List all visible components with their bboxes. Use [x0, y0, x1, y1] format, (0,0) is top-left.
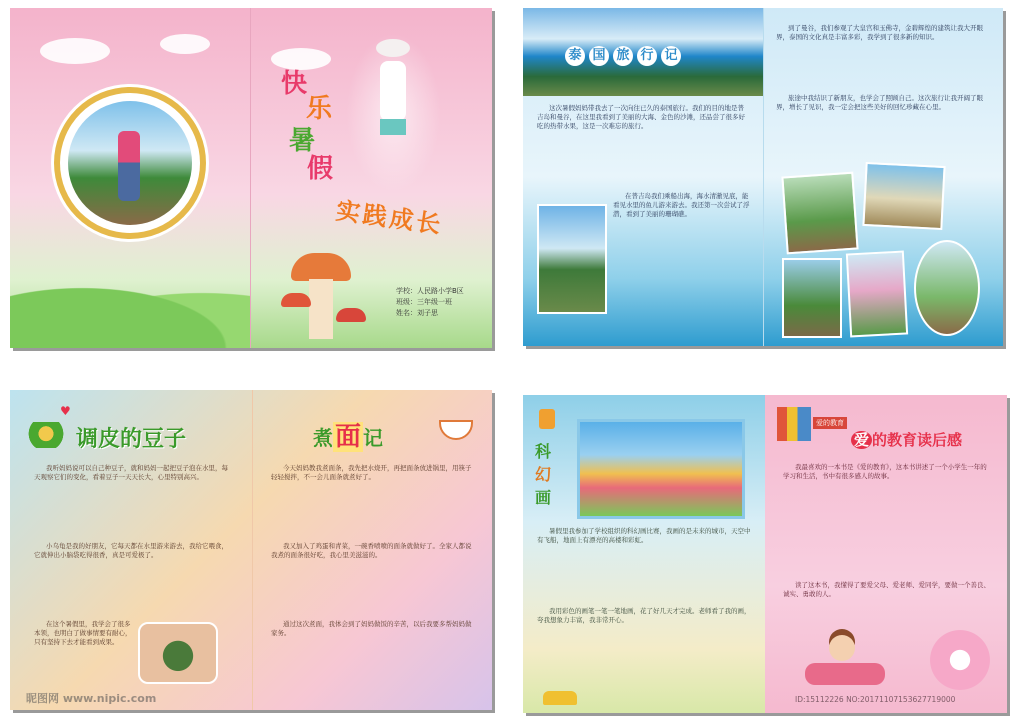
- painting-title: [535, 439, 559, 508]
- travel-photo: [781, 172, 858, 255]
- title-char: 假: [307, 154, 334, 184]
- noodles-title: [313, 416, 383, 453]
- cover-spread: [10, 8, 492, 348]
- noodle-bowl-icon: [439, 420, 473, 440]
- name-label: 姓名：刘子思: [396, 309, 438, 317]
- thailand-paragraph: 到了曼谷，我们参观了大皇宫和玉佛寺，金碧辉煌的建筑让我大开眼界，泰国的文化真是丰富多彩，我学到了很多新的知识。: [776, 24, 983, 41]
- noodles-paragraph: 今天妈妈教我煮面条，我先把水烧开，再把面条放进锅里，用筷子轻轻搅拌，不一会儿面条就煮好了。: [271, 464, 472, 481]
- title-char: 行: [637, 46, 657, 66]
- reading-paragraph: 我最喜欢的一本书是《爱的教育》，这本书讲述了一个小学生一年的学习和生活，书中有很多感人的故事。: [783, 463, 987, 480]
- child-figure: [118, 131, 140, 201]
- mushroom-house: [281, 253, 371, 343]
- thailand-paragraph: 在普吉岛我们乘船出海，海水清澈见底，能看见水里的鱼儿游来游去。我还第一次尝试了浮潜，看到了美丽的珊瑚礁。: [613, 192, 750, 218]
- noodles-paragraph: 通过这次煮面，我体会到了妈妈做饭的辛苦，以后我要多帮妈妈做家务。: [271, 620, 472, 637]
- travel-photo: [862, 162, 945, 230]
- watermark-logo: 昵图网 www.nipic.com: [26, 692, 157, 705]
- title-char: 记: [363, 426, 384, 450]
- grass-hills: [10, 278, 250, 348]
- travel-photo: [846, 251, 908, 338]
- title-char: 面: [335, 422, 362, 452]
- title-char: 国: [589, 46, 609, 66]
- painting-page: [523, 395, 765, 713]
- noodles-paragraph: 我又加入了鸡蛋和青菜，一碗香喷喷的面条就做好了。全家人都说我煮的面条很好吃，我心里美滋滋的。: [271, 542, 472, 559]
- naughty-paragraph: 在这个暑假里，我学会了很多本领，也明白了做事情要有耐心，只有坚持下去才能看到成果。: [34, 620, 132, 646]
- love-heart-icon: 爱: [851, 431, 872, 449]
- thailand-paragraph: 这次暑假妈妈带我去了一次向往已久的泰国旅行。我们的目的地是普吉岛和曼谷，在这里我看到了美丽的大海、金色的沙滩，还品尝了很多好吃的热带水果，这是一次难忘的旅行。: [537, 104, 745, 130]
- thailand-title: [565, 46, 681, 66]
- painting-paragraph: 我用彩色的画笔一笔一笔地画，花了好几天才完成。老师看了我的画，夸我想象力丰富，我非常开心。: [537, 607, 751, 624]
- thailand-left-page: [523, 8, 763, 346]
- reading-girl-illustration: [805, 635, 885, 695]
- reading-title: [851, 429, 962, 450]
- title-char: 泰: [565, 46, 585, 66]
- robot-icon: [539, 409, 555, 429]
- cloud: [40, 38, 110, 64]
- naughty-noodles-spread: [10, 390, 492, 710]
- child-shorts: [380, 119, 406, 135]
- title-char: 煮: [313, 426, 333, 450]
- scifi-painting: [577, 419, 745, 519]
- title-char: 画: [535, 488, 552, 507]
- flower-decoration: [925, 625, 995, 695]
- naughty-title: 调皮的豆子: [76, 427, 187, 452]
- naughty-paragraph: 我听妈妈说可以自己种豆子，就和妈妈一起把豆子泡在水里，每天观察它们的变化，看着豆子一天天长大，心里特别高兴。: [34, 464, 228, 481]
- title-char: 乐: [306, 94, 333, 124]
- reading-paragraph: 读了这本书，我懂得了要爱父母、爱老师、爱同学，要做一个善良、诚实、勇敢的人。: [783, 581, 990, 598]
- turtle-icon: [26, 422, 66, 448]
- naughty-paragraph: 小乌龟是我的好朋友，它每天都在水里游来游去，我给它喂食，它就伸出小脑袋吃得很香，真是可爱极了。: [34, 542, 228, 559]
- noodles-page: [252, 390, 492, 710]
- books-icon: [777, 407, 811, 441]
- watermark-id: ID:15112226 NO:20171107153627719000: [795, 695, 956, 704]
- title-char: 快: [281, 69, 308, 99]
- travel-photo: [537, 204, 607, 314]
- painting-reading-spread: [523, 395, 1007, 713]
- reading-page: [765, 395, 1007, 713]
- travel-photo: [914, 240, 980, 336]
- class-label: 班级：三年级一班: [396, 298, 452, 306]
- cover-back-page: [10, 8, 250, 348]
- cover-subtitle: 实践成长: [334, 196, 446, 240]
- cloud: [160, 34, 210, 54]
- thailand-right-page: [763, 8, 1003, 346]
- school-label: 学校：人民路小学B区: [396, 287, 464, 295]
- title-char: 旅: [613, 46, 633, 66]
- heart-icon: ♥: [60, 404, 71, 418]
- student-info: [396, 286, 464, 319]
- naughty-page: [10, 390, 252, 710]
- jumping-child-photo: [346, 33, 441, 193]
- child-body: [380, 61, 406, 121]
- title-char: 记: [661, 46, 681, 66]
- turtle-in-hand-photo: [138, 622, 218, 684]
- title-char: 暑: [289, 126, 316, 156]
- title-char: 科: [535, 442, 552, 461]
- car-icon: [543, 691, 577, 705]
- book-label: 爱的教育: [813, 417, 847, 429]
- cover-photo-frame: [60, 93, 200, 233]
- travel-photo: [782, 258, 842, 338]
- cover-photo: [68, 101, 192, 225]
- thailand-paragraph: 旅途中我结识了新朋友，也学会了照顾自己。这次旅行让我开阔了眼界，增长了见识，我一定会把这些美好的回忆珍藏在心里。: [776, 94, 983, 111]
- cover-front-page: [250, 8, 492, 348]
- thailand-spread: [523, 8, 1003, 346]
- reading-title-text: 的教育读后感: [872, 431, 963, 449]
- title-char: 幻: [535, 465, 552, 484]
- child-hat: [376, 39, 410, 57]
- painting-paragraph: 暑假里我参加了学校组织的科幻画比赛，我画的是未来的城市，天空中有飞船，地面上有漂亮的高楼和彩虹。: [537, 527, 751, 544]
